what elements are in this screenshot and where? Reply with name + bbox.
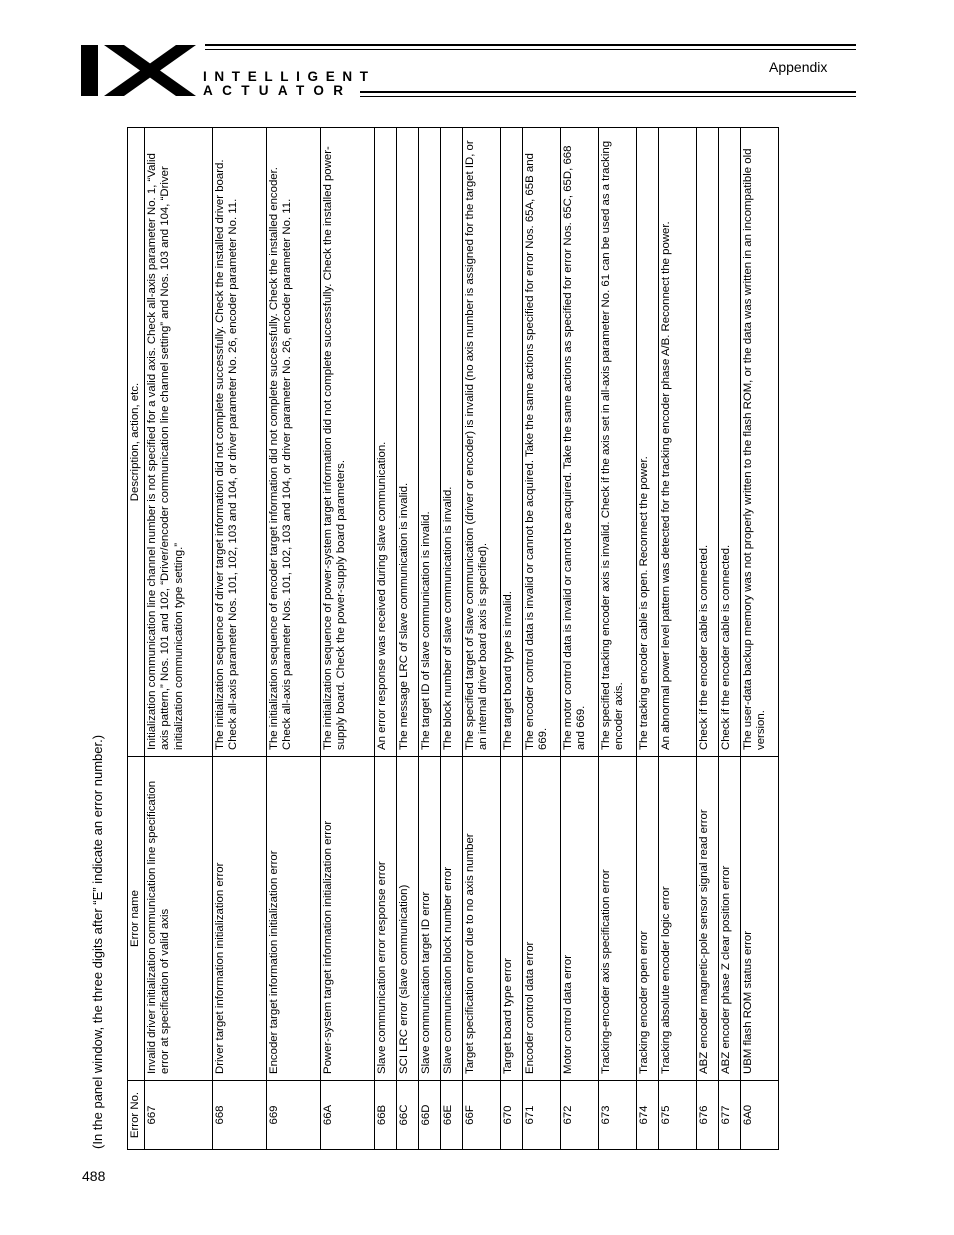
error-number-cell: 676 [696,1081,718,1150]
description-cell: An error response was received during slave communication. [374,128,396,757]
description-cell: The specified tracking encoder axis is invalid. Check if the axis set in all-axis parameter No. 61 can be used as a tracking encoder axis. [598,128,636,757]
table-row [696,128,718,1150]
error-number-cell: 674 [636,1081,658,1150]
logo-text-actuator: ACTUATOR [203,83,343,98]
table-row [500,128,522,1150]
table-row [212,128,266,1150]
table-row [718,128,740,1150]
table-row [522,128,560,1150]
description-cell: The block number of slave communication is invalid. [440,128,462,757]
description-cell: The motor control data is invalid or cannot be acquired. Take the same actions as specified for error Nos. 65C, 65D, 668 and 669. [560,128,598,757]
error-name-cell: Encoder target information initialization error [266,757,320,1081]
logo-i-bar [81,45,98,96]
error-number-cell: 673 [598,1081,636,1150]
table-row [144,128,212,1150]
error-name-cell: UBM flash ROM status error [740,757,778,1081]
error-name-cell: Target specification error due to no axis number [462,757,500,1081]
description-cell: The target ID of slave communication is invalid. [418,128,440,757]
table-row [636,128,658,1150]
header-description: Description, action, etc. [128,128,145,757]
description-cell: The specified target of slave communication (driver or encoder) is invalid (no axis number is assigned for the target ID, or an internal driver board axis is specified). [462,128,500,757]
header-rule-bottom-2 [360,96,856,97]
error-number-cell: 66C [396,1081,418,1150]
section-title: Appendix [769,59,828,75]
error-name-cell: Tracking absolute encoder logic error [658,757,696,1081]
description-cell: The initialization sequence of power-system target information did not complete successfully. Check the installed power-supply board. Check the power-supply board parameters. [320,128,374,757]
error-name-cell: Power-system target information initialization error [320,757,374,1081]
description-cell: The initialization sequence of driver target information did not complete successfully. Check the installed driver board. Check all-axis parameter Nos. 101, 102, 103 and 104, or driver parameter No. 26, encoder parameter No. 11. [212,128,266,757]
table-row [374,128,396,1150]
error-number-cell: 671 [522,1081,560,1150]
description-cell: An abnormal power level pattern was detected for the tracking encoder phase A/B. Reconnect the power. [658,128,696,757]
error-name-cell: ABZ encoder magnetic-pole sensor signal read error [696,757,718,1081]
table-caption: (In the panel window, the three digits after “E” indicate an error number.) [90,734,105,1149]
description-cell: Check if the encoder cable is connected. [718,128,740,757]
error-name-cell: Invalid driver initialization communication line specification error at specification of valid axis [144,757,212,1081]
description-cell: The message LRC of slave communication is invalid. [396,128,418,757]
table-row [560,128,598,1150]
error-number-cell: 675 [658,1081,696,1150]
error-number-cell: 6A0 [740,1081,778,1150]
error-number-cell: 66E [440,1081,462,1150]
header-error-no: Error No. [128,1081,145,1150]
description-cell: The target board type is invalid. [500,128,522,757]
logo-text-intelligent: INTELLIGENT [203,69,368,84]
description-cell: The initialization sequence of encoder target information did not complete successfully. Check the installed encoder. Check all-axis parameter Nos. 101, 102, 103 and 104, or driver parameter No. 26, encoder parameter No. 11. [266,128,320,757]
error-name-cell: Slave communication block number error [440,757,462,1081]
error-name-cell: Target board type error [500,757,522,1081]
intelligent-actuator-logo [78,42,378,102]
description-cell: Check if the encoder cable is connected. [696,128,718,757]
header-rule-top-1 [205,44,856,46]
error-name-cell: SCI LRC error (slave communication) [396,757,418,1081]
table-header-row [128,128,145,1150]
error-table [127,127,779,1150]
header-rule-top-2 [205,49,856,50]
error-name-cell: Tracking-encoder axis specification error [598,757,636,1081]
error-name-cell: Motor control data error [560,757,598,1081]
table-row [440,128,462,1150]
description-cell: The encoder control data is invalid or cannot be acquired. Take the same actions specified for error Nos. 65A, 65B and 669. [522,128,560,757]
error-name-cell: Encoder control data error [522,757,560,1081]
error-number-cell: 668 [212,1081,266,1150]
error-name-cell: Driver target information initialization error [212,757,266,1081]
error-name-cell: Slave communication error response error [374,757,396,1081]
table-row [658,128,696,1150]
error-number-cell: 669 [266,1081,320,1150]
table-row [396,128,418,1150]
page-number: 488 [82,1168,106,1184]
description-cell: The user-data backup memory was not properly written to the flash ROM, or the data was written in an incompatible old version. [740,128,778,757]
table-row [418,128,440,1150]
header-rule-bottom-1 [360,91,856,93]
description-cell: The tracking encoder cable is open. Reconnect the power. [636,128,658,757]
error-number-cell: 66F [462,1081,500,1150]
table-row [740,128,778,1150]
header-error-name: Error name [128,757,145,1081]
error-name-cell: Slave communication target ID error [418,757,440,1081]
error-number-cell: 667 [144,1081,212,1150]
error-number-cell: 66A [320,1081,374,1150]
table-row [320,128,374,1150]
table-row [598,128,636,1150]
error-number-cell: 672 [560,1081,598,1150]
table-row [266,128,320,1150]
rotated-table-block [90,128,776,1150]
error-number-cell: 677 [718,1081,740,1150]
description-cell: Initialization communication line channel number is not specified for a valid axis. Check all-axis parameter No. 1, “Valid axis pattern,” Nos. 101 and 102, “Driver/encoder communication line channel setting” and Nos. 103 and 104, “Driver initialization communication type setting.” [144,128,212,757]
table-row [462,128,500,1150]
error-number-cell: 66B [374,1081,396,1150]
error-number-cell: 66D [418,1081,440,1150]
error-number-cell: 670 [500,1081,522,1150]
error-name-cell: ABZ encoder phase Z clear position error [718,757,740,1081]
error-name-cell: Tracking encoder open error [636,757,658,1081]
